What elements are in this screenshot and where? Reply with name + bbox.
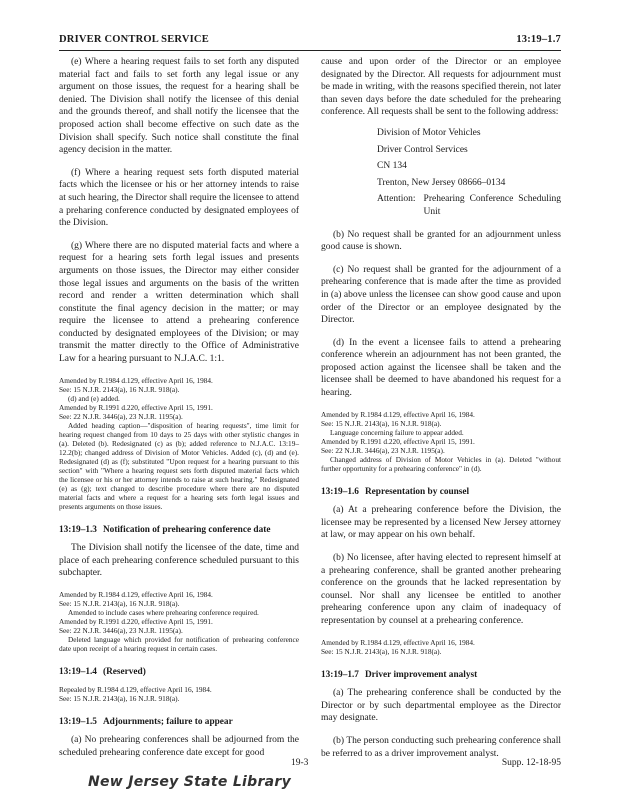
- history-line: See: 22 N.J.R. 3446(a), 23 N.J.R. 1195(a).: [59, 411, 183, 421]
- paragraph-f: (f) Where a hearing request sets forth disputed material facts which the licensee or his or her attorney intends to raise at such hearing, the Director shall require the licensee to attend a preharing conference conducted by designated employees of the Division.: [59, 167, 299, 229]
- history-line: See: 22 N.J.R. 3446(a), 23 N.J.R. 1195(a).: [59, 626, 183, 636]
- left-column: [59, 56, 299, 769]
- history-line: Added heading caption—"disposition of hearing requests", time limit for hearing request changed from 10 days to 25 days with other stylistic changes in (a). Deleted (b). Redesignated (c) as (b); added reference to N.J.A.C. 13:19–12.2(b); changed address of Division of Motor Vehicles. Added (c), (d) and (e). Redesignated (d) as (f); substituted "Upon request for a hearing pursuant to this section" with "Where a hearing request sets forth disputed material facts which the licensee or his or her attorney intends to raise at such hearing." Redesignated (e) as (g); text changed to describe procedure where there are no disputed material facts and where a request for a hearing sets forth legal issues and presents arguments on those issues.: [59, 420, 299, 511]
- address-line: Trenton, New Jersey 08666–0134: [377, 177, 506, 188]
- section-title: Driver improvement analyst: [364, 669, 478, 680]
- history-line: Repealed by R.1984 d.129, effective April 16, 1984.: [59, 684, 212, 694]
- history-line: Language concerning failure to appear added.: [330, 427, 464, 437]
- attention-value: Prehearing Conference Scheduling Unit: [423, 194, 561, 217]
- history-line: See: 15 N.J.R. 2143(a), 16 N.J.R. 918(a).: [321, 418, 442, 428]
- header-title: DRIVER CONTROL SERVICE: [59, 34, 209, 45]
- history-line: Amended to include cases where prehearing conference required.: [68, 608, 259, 618]
- paragraph-g: (g) Where there are no disputed material facts and where a request for a hearing sets forth legal issues and presents arguments on those issues, the Director may either consider those legal issues and arguments on the basis of the written record and render a written determination which shall constitute the final agency decision in the matter; or may require the licensee to attend a prehearing conference conducted by designated employees of the Division; or may transmit the matter directly to the Office of Administrative Law for a hearing pursuant to N.J.A.C. 1:1.: [59, 240, 299, 365]
- section-1-6-paragraph-a: (a) At a prehearing conference before the Division, the licensee may be represented by a licensed New Jersey attorney at law, or may appear on his own behalf.: [321, 505, 561, 541]
- address-attention: [377, 193, 561, 218]
- history-line: See: 15 N.J.R. 2143(a), 16 N.J.R. 918(a).: [59, 384, 180, 394]
- history-note-1-4: [59, 685, 299, 703]
- section-title: Adjournments; failure to appear: [102, 716, 233, 727]
- paragraph-d: (d) In the event a licensee fails to attend a prehearing conference wherein an adjournment has not been granted, the proposed action against the licensee shall be taken and the licensee shall be deemed to have abandoned his request for a hearing.: [321, 337, 561, 399]
- section-number: 13:19–1.3: [59, 524, 97, 535]
- paragraph-c: (c) No request shall be granted for the adjournment of a prehearing conference that is made after the time as provided in (a) above unless the licensee can show good cause and upon order of the Director or an employee designated by the Director.: [321, 264, 561, 326]
- history-line: Amended by R.1984 d.129, effective April 16, 1984.: [59, 375, 213, 385]
- history-line: (d) and (e) added.: [68, 393, 120, 403]
- address-line: Driver Control Services: [377, 144, 468, 155]
- attention-label: Attention:: [377, 194, 416, 205]
- history-line: See: 22 N.J.R. 3446(a), 23 N.J.R. 1195(a).: [321, 445, 445, 455]
- paragraph-e: (e) Where a hearing request fails to set forth any disputed material fact and fails to set forth any legal issue or any argument on those issues, the request for a hearing shall be denied. The Division shall notify the licensee of this denial and the grounds thereof, and shall notify the licensee that the proposed action shall become effective on such date as the Division shall specify. Such notice shall constitute the final agency decision in the matter.: [59, 57, 299, 156]
- library-stamp: New Jersey State Library: [88, 774, 292, 790]
- section-heading-1-3: [59, 524, 299, 537]
- right-column: [321, 56, 561, 770]
- section-heading-1-6: [321, 486, 561, 499]
- section-title: Notification of prehearing conference date: [102, 524, 271, 535]
- history-line: See: 15 N.J.R. 2143(a), 16 N.J.R. 918(a).: [59, 599, 180, 609]
- section-number: 13:19–1.7: [321, 669, 359, 680]
- section-heading-1-7: [321, 669, 561, 682]
- section-1-6-paragraph-b: (b) No licensee, after having elected to represent himself at a prehearing conference, shall be granted another prehearing conference on the grounds that he lacked representation by counsel. Nor shall any licensee be entitled to another prehearing conference upon any claim of inadequacy of representation by counsel at a prehearing conference.: [321, 553, 561, 626]
- history-note-1-5: [321, 410, 561, 473]
- history-line: See: 15 N.J.R. 2143(a), 16 N.J.R. 918(a).: [321, 646, 442, 656]
- section-1-3-text: The Division shall notify the licensee of the date, time and place of each prehearing conference scheduled pursuant to this subchapter.: [59, 543, 299, 579]
- section-title: Representation by counsel: [364, 486, 470, 497]
- address-line: CN 134: [377, 161, 407, 172]
- section-1-5-paragraph-a: (a) No prehearing conferences shall be adjourned from the scheduled prehearing conference date except for good: [59, 735, 299, 758]
- section-number: 13:19–1.5: [59, 716, 97, 727]
- page-number: 19-3: [291, 758, 309, 768]
- history-line: Amended by R.1991 d.220, effective April 15, 1991.: [59, 402, 213, 412]
- supplement-date: Supp. 12-18-95: [501, 758, 561, 768]
- section-heading-1-5: [59, 716, 299, 729]
- section-number: 13:19–1.4: [59, 667, 97, 678]
- section-1-7-paragraph-a: (a) The prehearing conference shall be conducted by the Director or by such departmental employee as the Director may designate.: [321, 688, 561, 724]
- continued-paragraph: cause and upon order of the Director or an employee designated by the Director. All requests for adjournment must be made in writing, with the reasons specified therein, not later than seven days before the date scheduled for the prehearing conference. All requests shall be sent to the following address:: [321, 57, 561, 118]
- history-line: Changed address of Division of Motor Vehicles in (a). Deleted "without further opportunity for a prehearing conference" in (d).: [321, 454, 561, 473]
- section-1-7-paragraph-b: (b) The person conducting such prehearing conference shall be referred to as a driver improvement analyst.: [321, 735, 561, 759]
- section-heading-1-4: [59, 666, 299, 679]
- paragraph-b: (b) No request shall be granted for an adjournment unless good cause is shown.: [321, 229, 561, 253]
- history-line: Deleted language which provided for notification of prehearing conference date upon receipt of a hearing request in certain cases.: [59, 635, 299, 654]
- history-note-1-3: [59, 590, 299, 653]
- history-line: Amended by R.1984 d.129, effective April 16, 1984.: [59, 590, 213, 600]
- section-number: 13:19–1.6: [321, 486, 359, 497]
- running-header: [59, 34, 561, 51]
- history-line: Amended by R.1991 d.220, effective April 15, 1991.: [321, 436, 475, 446]
- history-note-1-6: [321, 638, 561, 656]
- mailing-address: [377, 127, 561, 219]
- header-section-range: 13:19–1.7: [516, 34, 561, 45]
- history-line: Amended by R.1984 d.129, effective April 16, 1984.: [321, 637, 475, 647]
- history-note-1-2: [59, 376, 299, 511]
- history-line: Amended by R.1991 d.220, effective April 15, 1991.: [59, 617, 213, 627]
- history-line: See: 15 N.J.R. 2143(a), 16 N.J.R. 918(a).: [59, 693, 180, 703]
- section-title: (Reserved): [102, 667, 146, 678]
- history-line: Amended by R.1984 d.129, effective April 16, 1984.: [321, 409, 475, 419]
- address-line: Division of Motor Vehicles: [377, 127, 481, 138]
